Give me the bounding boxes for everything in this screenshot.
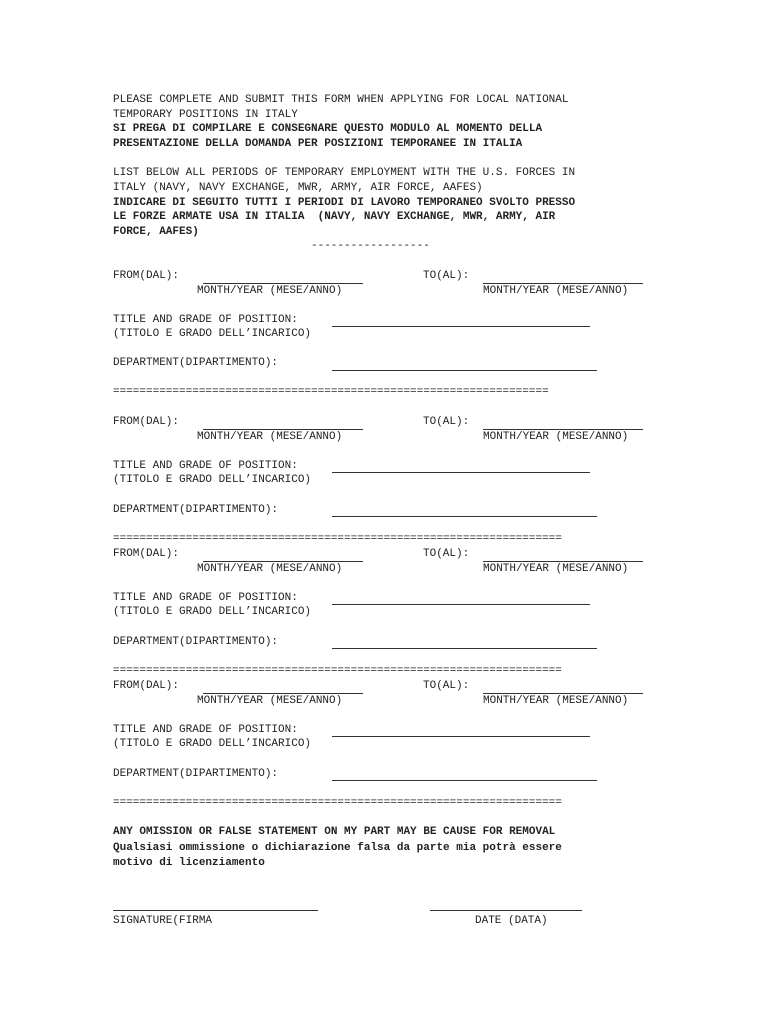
signature-label: SIGNATURE(FIRMA	[113, 915, 213, 927]
title-grade-field[interactable]	[332, 472, 590, 473]
department-field[interactable]	[332, 516, 597, 517]
to-month-year-hint: MONTH/YEAR (MESE/ANNO)	[483, 431, 629, 443]
from-month-year-hint: MONTH/YEAR (MESE/ANNO)	[197, 695, 343, 707]
title-grade-label-it: (TITOLO E GRADO DELL’INCARICO)	[113, 738, 312, 750]
title-grade-label: TITLE AND GRADE OF POSITION:	[113, 460, 298, 472]
to-month-year-hint: MONTH/YEAR (MESE/ANNO)	[483, 285, 629, 297]
to-month-year-hint: MONTH/YEAR (MESE/ANNO)	[483, 695, 629, 707]
signature-field[interactable]	[113, 910, 318, 911]
to-month-year-hint: MONTH/YEAR (MESE/ANNO)	[483, 563, 629, 575]
from-label: FROM(DAL):	[113, 548, 180, 560]
from-month-year-hint: MONTH/YEAR (MESE/ANNO)	[197, 563, 343, 575]
warning-it-line1: Qualsiasi ommissione o dichiarazione falsa da parte mia potrà essere	[113, 842, 562, 854]
date-field[interactable]	[430, 910, 582, 911]
from-label: FROM(DAL):	[113, 270, 180, 282]
separator: ====================================================================	[113, 797, 562, 809]
title-grade-field[interactable]	[332, 326, 590, 327]
from-month-year-hint: MONTH/YEAR (MESE/ANNO)	[197, 431, 343, 443]
list-it-line1: INDICARE DI SEGUITO TUTTI I PERIODI DI LAVORO TEMPORANEO SVOLTO PRESSO	[113, 197, 576, 209]
list-it-line3: FORCE, AAFES)	[113, 226, 199, 238]
department-field[interactable]	[332, 648, 597, 649]
title-grade-field[interactable]	[332, 604, 590, 605]
to-label: TO(AL):	[423, 548, 470, 560]
from-label: FROM(DAL):	[113, 680, 180, 692]
department-label: DEPARTMENT(DIPARTIMENTO):	[113, 504, 279, 516]
from-label: FROM(DAL):	[113, 416, 180, 428]
intro-it-line1: SI PREGA DI COMPILARE E CONSEGNARE QUESTO MODULO AL MOMENTO DELLA	[113, 123, 543, 135]
title-grade-field[interactable]	[332, 736, 590, 737]
department-field[interactable]	[332, 780, 597, 781]
separator: ====================================================================	[113, 665, 562, 677]
warning-it-line2: motivo di licenziamento	[113, 857, 265, 869]
intro-it-line2: PRESENTAZIONE DELLA DOMANDA PER POSIZIONI TEMPORANEE IN ITALIA	[113, 138, 523, 150]
intro-en-line2: TEMPORARY POSITIONS IN ITALY	[113, 109, 298, 121]
list-en-line1: LIST BELOW ALL PERIODS OF TEMPORARY EMPLOYMENT WITH THE U.S. FORCES IN	[113, 167, 576, 179]
separator: ====================================================================	[113, 533, 562, 545]
to-label: TO(AL):	[423, 416, 470, 428]
title-grade-label-it: (TITOLO E GRADO DELL’INCARICO)	[113, 328, 312, 340]
list-it-line2: LE FORZE ARMATE USA IN ITALIA (NAVY, NAVY EXCHANGE, MWR, ARMY, AIR	[113, 211, 556, 223]
department-label: DEPARTMENT(DIPARTIMENTO):	[113, 636, 279, 648]
title-grade-label-it: (TITOLO E GRADO DELL’INCARICO)	[113, 606, 312, 618]
department-field[interactable]	[332, 370, 597, 371]
to-label: TO(AL):	[423, 270, 470, 282]
list-en-line2: ITALY (NAVY, NAVY EXCHANGE, MWR, ARMY, AIR FORCE, AAFES)	[113, 182, 483, 194]
title-grade-label: TITLE AND GRADE OF POSITION:	[113, 314, 298, 326]
title-grade-label-it: (TITOLO E GRADO DELL’INCARICO)	[113, 474, 312, 486]
dash-rule: ------------------	[311, 240, 430, 252]
intro-en-line1: PLEASE COMPLETE AND SUBMIT THIS FORM WHEN APPLYING FOR LOCAL NATIONAL	[113, 94, 569, 106]
date-label: DATE (DATA)	[475, 915, 548, 927]
separator: ==================================================================	[113, 386, 549, 398]
department-label: DEPARTMENT(DIPARTIMENTO):	[113, 357, 279, 369]
title-grade-label: TITLE AND GRADE OF POSITION:	[113, 724, 298, 736]
title-grade-label: TITLE AND GRADE OF POSITION:	[113, 592, 298, 604]
to-label: TO(AL):	[423, 680, 470, 692]
from-month-year-hint: MONTH/YEAR (MESE/ANNO)	[197, 285, 343, 297]
department-label: DEPARTMENT(DIPARTIMENTO):	[113, 768, 279, 780]
warning-en: ANY OMISSION OR FALSE STATEMENT ON MY PART MAY BE CAUSE FOR REMOVAL	[113, 826, 556, 838]
